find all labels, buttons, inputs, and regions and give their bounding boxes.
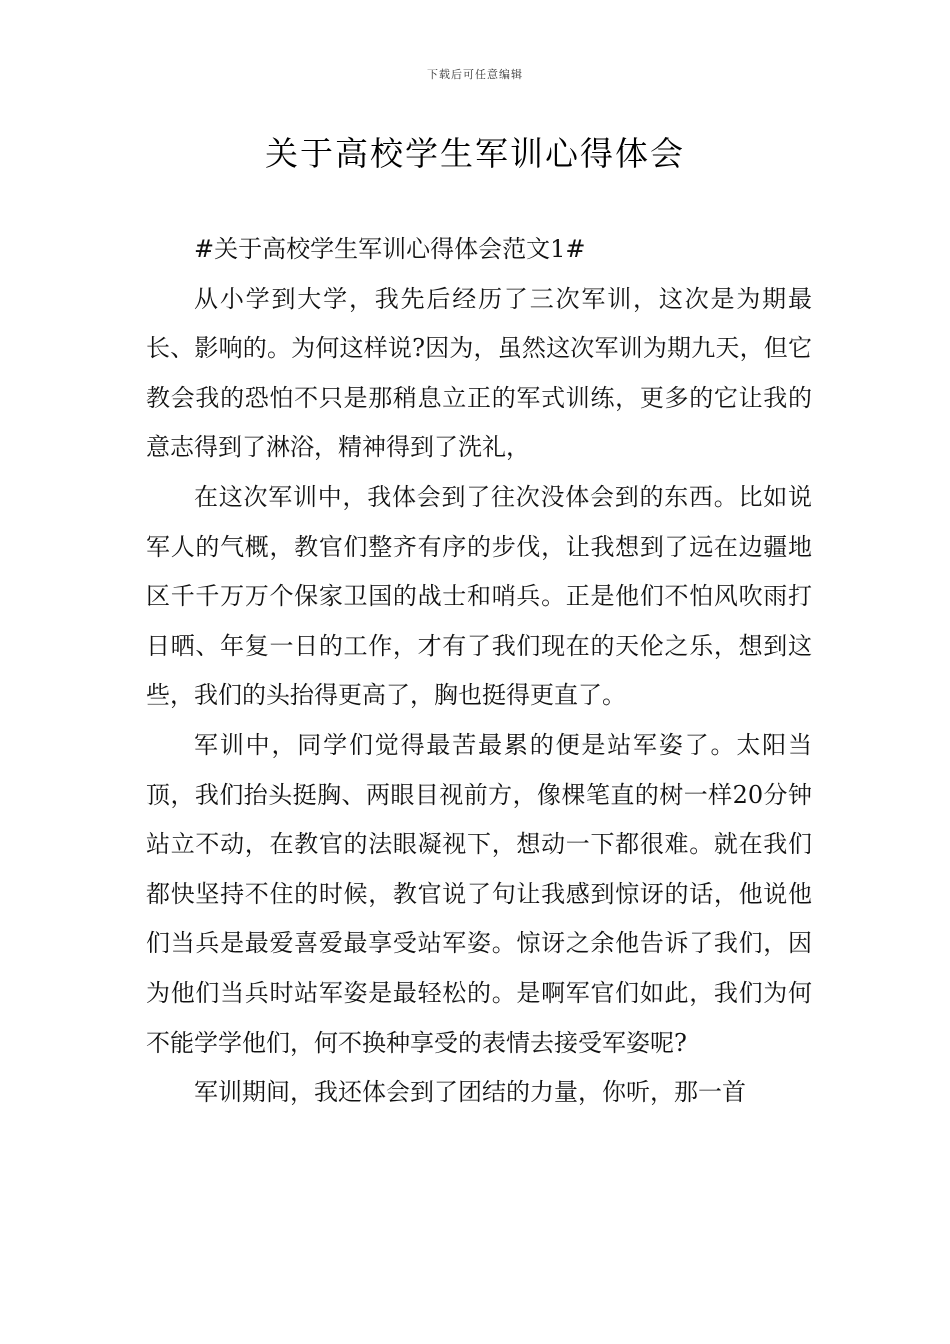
paragraph-1: 从小学到大学，我先后经历了三次军训，这次是为期最长、影响的。为何这样说?因为，虽然这次军训为期九天，但它教会我的恐怕不只是那稍息立正的军式训练，更多的它让我的意志得到了淋浴，精神得到了洗礼， bbox=[146, 284, 812, 462]
header-note: 下载后可任意编辑 bbox=[427, 68, 523, 81]
document-title: 关于高校学生军训心得体会 bbox=[265, 134, 685, 173]
section-subheading: #关于高校学生军训心得体会范文1# bbox=[194, 235, 586, 263]
paragraph-2: 在这次军训中，我体会到了往次没体会到的东西。比如说军人的气概，教官们整齐有序的步伐，让我想到了远在边疆地区千千万万个保家卫国的战士和哨兵。正是他们不怕风吹雨打日晒、年复一日的工作，才有了我们现在的天伦之乐，想到这些，我们的头抬得更高了，胸也挺得更直了。 bbox=[146, 482, 812, 710]
document-body bbox=[146, 225, 812, 1118]
paragraph-4: 军训期间，我还体会到了团结的力量，你听，那一首 bbox=[194, 1078, 746, 1107]
paragraph-3: 军训中，同学们觉得最苦最累的便是站军姿了。太阳当顶，我们抬头挺胸、两眼目视前方，像棵笔直的树一样20分钟站立不动，在教官的法眼凝视下，想动一下都很难。就在我们都快坚持不住的时候，教官说了句让我感到惊讶的话，他说他们当兵是最爱喜爱最享受站军姿。惊讶之余他告诉了我们，因为他们当兵时站军姿是最轻松的。是啊军官们如此，我们为何不能学学他们，何不换种享受的表情去接受军姿呢? bbox=[146, 730, 812, 1057]
